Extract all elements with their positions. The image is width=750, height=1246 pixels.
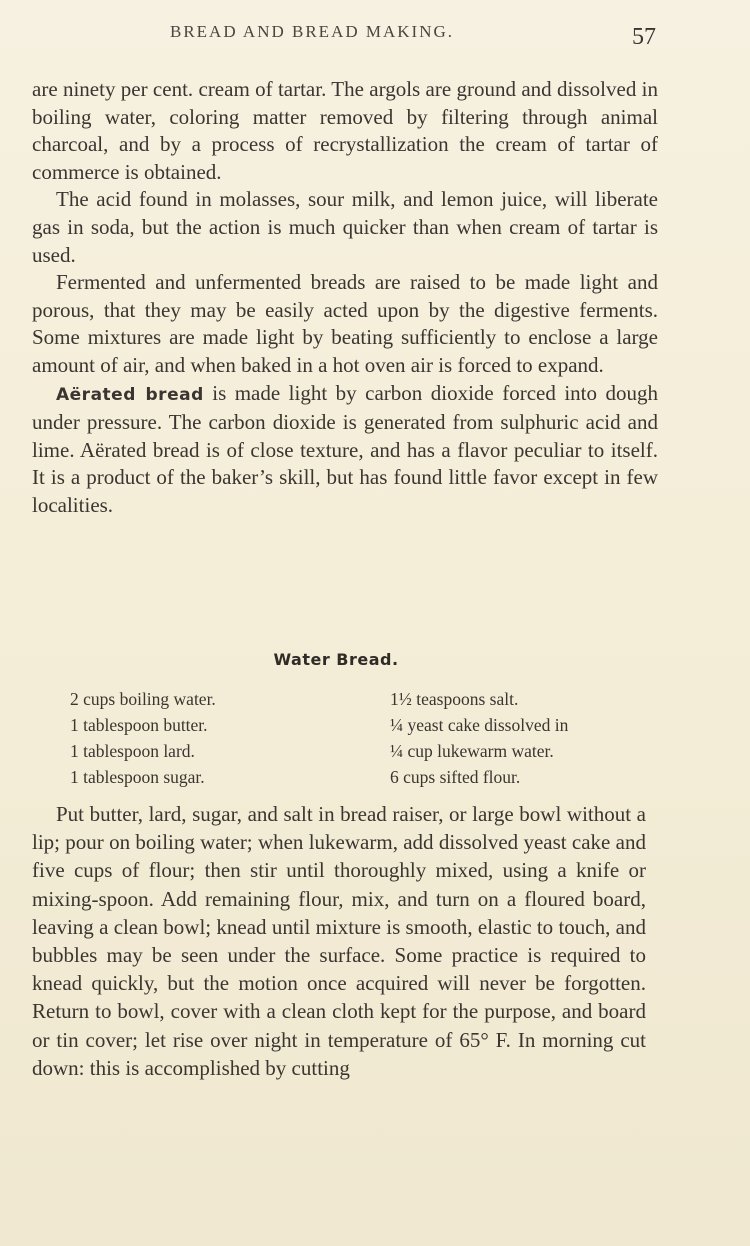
page-number: 57 (632, 24, 656, 50)
paragraph-cream-of-tartar: are ninety per cent. cream of tartar. The argols are ground and dissolved in boiling water, coloring matter removed by filtering through animal charcoal, and by a process of recrystallization the cream of tartar of commerce is obtained. (32, 77, 658, 184)
paragraph-aerated-bread (32, 380, 658, 520)
recipe-title: Water Bread. (273, 650, 399, 669)
ingredient-item: ¼ yeast cake dissolved in (390, 715, 569, 735)
ingredient-item: ¼ cup lukewarm water. (390, 741, 554, 761)
ingredients-column-left (70, 686, 330, 790)
recipe-method (32, 800, 646, 1082)
ingredients-column-right (390, 686, 660, 790)
method-paragraph: Put butter, lard, sugar, and salt in bread raiser, or large bowl without a lip; pour on boiling water; when lukewarm, add dissolved yeast cake and five cups of flour; then stir until thoroughly mixed, using a knife or mixing-spoon. Add remaining flour, mix, and turn on a floured board, leaving a clean bowl; knead until mixture is smooth, elastic to touch, and bubbles may be seen under the surface. Some practice is required to knead quickly, but the motion once acquired will never be forgotten. Return to bowl, cover with a clean cloth kept for the purpose, and board or tin cover; let rise over night in temperature of 65° F. In morning cut down: this is accomplished by cutting (32, 802, 646, 1080)
ingredient-item: 6 cups sifted flour. (390, 767, 521, 787)
aerated-bread-text: is made light by carbon dioxide forced into dough under pressure. The carbon dioxide is generated from sulphuric acid and lime. Aërated bread is of close texture, and has a flavor peculiar to itself. It is a product of the baker’s skill, but has found little favor except in few localities. (32, 380, 658, 517)
body-text (32, 76, 658, 520)
aerated-bread-term: Aërated bread (56, 384, 204, 405)
ingredient-item: 2 cups boiling water. (70, 689, 216, 709)
ingredient-item: 1 tablespoon sugar. (70, 767, 205, 787)
paragraph-breads: Fermented and unfermented breads are raised to be made light and porous, that they may be easily acted upon by the digestive ferments. Some mixtures are made light by beating sufficiently to enclose a large amount of air, and when baked in a hot oven air is forced to expand. (32, 270, 658, 377)
ingredients-list (70, 686, 660, 790)
running-head: BREAD AND BREAD MAKING. (170, 22, 455, 41)
ingredient-item: 1 tablespoon lard. (70, 741, 195, 761)
paragraph-acids: The acid found in molasses, sour milk, and lemon juice, will liberate gas in soda, but the action is much quicker than when cream of tartar is used. (32, 187, 658, 267)
ingredient-item: 1 tablespoon butter. (70, 715, 208, 735)
ingredient-item: 1½ teaspoons salt. (390, 689, 519, 709)
